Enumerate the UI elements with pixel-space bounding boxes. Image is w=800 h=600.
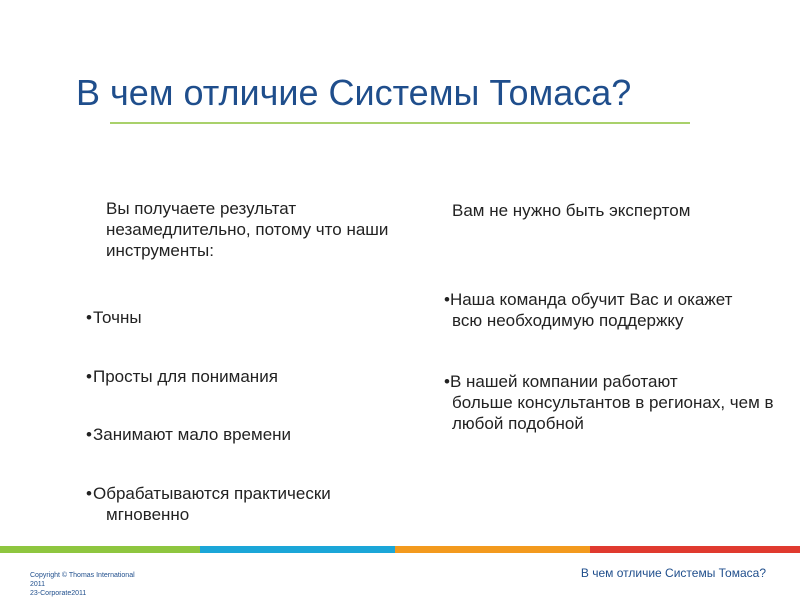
left-intro-text: Вы получаете результат незамедлительно, потому что наши инструменты: (106, 199, 389, 260)
footer-stripe-green (0, 546, 200, 553)
footer-title: В чем отличие Системы Томаса? (580, 566, 766, 580)
bullet-dot: • (86, 308, 92, 327)
footer-stripe-blue (200, 546, 395, 553)
title-underline (110, 122, 690, 124)
right-intro-text: Вам не нужно быть экспертом (452, 201, 691, 220)
left-bullet-item (86, 307, 142, 328)
slide-code: 23-Corporate2011 (30, 590, 87, 597)
right-bullet-text: В нашей компании работают (449, 372, 678, 391)
right-bullet-item (444, 289, 794, 331)
left-bullet-text: Просты для понимания (93, 367, 278, 386)
left-bullet-text: Обрабатываются практически (93, 484, 331, 503)
right-bullet-item (444, 371, 784, 434)
copyright-text: Copyright © Thomas International (30, 572, 135, 579)
bullet-dot: • (86, 484, 92, 503)
right-bullet-text-continued: больше консультантов в регионах, чем в любой подобной (452, 393, 774, 433)
bullet-dot: • (86, 425, 92, 444)
bullet-dot: • (444, 290, 450, 309)
bullet-dot: • (86, 367, 92, 386)
left-bullet-text: Занимают мало времени (93, 425, 292, 444)
left-bullet-text: Точны (93, 308, 142, 327)
footer-copyright (30, 571, 135, 598)
left-bullet-item (86, 424, 291, 445)
right-bullet-text: Наша команда обучит Вас и окажет (449, 290, 733, 309)
left-bullet-text-continued: мгновенно (106, 505, 190, 524)
bullet-dot: • (444, 372, 450, 391)
right-bullet-text-continued: всю необходимую поддержку (452, 311, 684, 330)
left-bullet-item (86, 366, 278, 387)
copyright-year: 2011 (30, 581, 46, 588)
left-bullet-item (86, 483, 396, 525)
footer-stripe-orange (395, 546, 590, 553)
footer-stripe-red (590, 546, 800, 553)
slide-title: В чем отличие Системы Томаса? (76, 72, 632, 113)
